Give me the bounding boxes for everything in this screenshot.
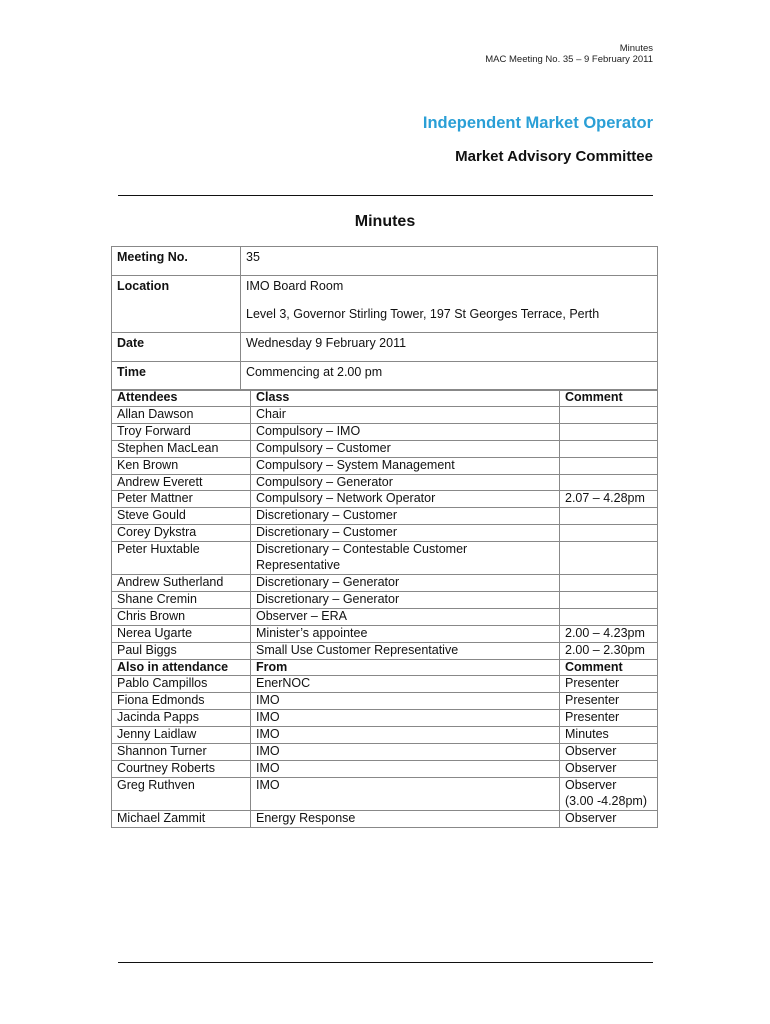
meeting-details-table	[111, 246, 658, 391]
attendee-row	[112, 608, 658, 625]
guest-name: Pablo Campillos	[112, 676, 251, 693]
attendee-name: Peter Huxtable	[112, 542, 251, 575]
date-label: Date	[112, 333, 241, 362]
guest-from: EnerNOC	[251, 676, 560, 693]
committee-name: Market Advisory Committee	[455, 148, 653, 165]
attendee-row	[112, 591, 658, 608]
guest-name: Michael Zammit	[112, 810, 251, 827]
attendee-row	[112, 642, 658, 659]
guest-from: IMO	[251, 693, 560, 710]
also-attendance-header-row	[112, 659, 658, 676]
attendee-class: Compulsory – Customer	[251, 440, 560, 457]
attendee-name: Allan Dawson	[112, 406, 251, 423]
location-value-line2: Level 3, Governor Stirling Tower, 197 St Georges Terrace, Perth	[241, 304, 658, 333]
guest-from: Energy Response	[251, 810, 560, 827]
also-attendance-row	[112, 760, 658, 777]
guest-name: Jenny Laidlaw	[112, 727, 251, 744]
guest-comment: Observer	[560, 744, 658, 761]
attendee-class: Minister’s appointee	[251, 625, 560, 642]
attendee-class: Discretionary – Customer	[251, 525, 560, 542]
attendee-class: Compulsory – Generator	[251, 474, 560, 491]
attendee-name: Troy Forward	[112, 423, 251, 440]
attendee-comment	[560, 591, 658, 608]
attendee-comment	[560, 542, 658, 575]
also-comment-header: Comment	[560, 659, 658, 676]
attendee-row	[112, 625, 658, 642]
attendee-row	[112, 440, 658, 457]
attendee-class: Small Use Customer Representative	[251, 642, 560, 659]
attendees-header: Attendees	[112, 390, 251, 407]
attendee-comment	[560, 574, 658, 591]
guest-comment: Minutes	[560, 727, 658, 744]
attendee-row	[112, 574, 658, 591]
location-label: Location	[112, 276, 241, 333]
attendee-row	[112, 525, 658, 542]
attendee-class	[251, 542, 560, 575]
attendee-row	[112, 542, 658, 575]
attendee-class: Compulsory – System Management	[251, 457, 560, 474]
also-attendance-row	[112, 744, 658, 761]
guest-comment-line1: Observer	[565, 777, 617, 792]
attendee-class: Discretionary – Generator	[251, 591, 560, 608]
attendee-name: Shane Cremin	[112, 591, 251, 608]
attendees-header-row	[112, 390, 658, 407]
guest-name: Courtney Roberts	[112, 760, 251, 777]
attendee-name: Stephen MacLean	[112, 440, 251, 457]
meeting-number-label: Meeting No.	[112, 247, 241, 276]
attendee-comment: 2.07 – 4.28pm	[560, 491, 658, 508]
attendee-name: Paul Biggs	[112, 642, 251, 659]
attendee-row	[112, 508, 658, 525]
date-row	[112, 333, 658, 362]
from-header: From	[251, 659, 560, 676]
guest-comment: Observer	[560, 760, 658, 777]
attendee-name: Chris Brown	[112, 608, 251, 625]
meeting-number-value: 35	[241, 247, 658, 276]
guest-name: Greg Ruthven	[112, 777, 251, 810]
attendee-name: Nerea Ugarte	[112, 625, 251, 642]
also-attendance-row	[112, 676, 658, 693]
attendee-comment	[560, 440, 658, 457]
location-value-line1: IMO Board Room	[241, 276, 658, 305]
guest-from: IMO	[251, 710, 560, 727]
attendee-comment	[560, 457, 658, 474]
attendees-table	[111, 389, 658, 828]
attendee-class: Compulsory – IMO	[251, 423, 560, 440]
guest-from: IMO	[251, 760, 560, 777]
also-attendance-row	[112, 777, 658, 810]
guest-comment	[560, 777, 658, 810]
attendee-name: Ken Brown	[112, 457, 251, 474]
attendee-class: Discretionary – Customer	[251, 508, 560, 525]
attendee-comment: 2.00 – 4.23pm	[560, 625, 658, 642]
guest-comment: Presenter	[560, 710, 658, 727]
guest-comment: Presenter	[560, 676, 658, 693]
attendee-comment	[560, 508, 658, 525]
page-title: Minutes	[354, 213, 416, 230]
time-label: Time	[112, 362, 241, 391]
guest-comment: Presenter	[560, 693, 658, 710]
organisation-name: Independent Market Operator	[422, 114, 653, 132]
guest-comment: Observer	[560, 810, 658, 827]
time-row	[112, 362, 658, 391]
attendee-comment	[560, 608, 658, 625]
attendee-comment: 2.00 – 2.30pm	[560, 642, 658, 659]
also-attendance-row	[112, 727, 658, 744]
top-divider	[118, 195, 653, 196]
running-header-meeting: MAC Meeting No. 35 – 9 February 2011	[485, 54, 653, 65]
guest-name: Jacinda Papps	[112, 710, 251, 727]
time-value: Commencing at 2.00 pm	[241, 362, 658, 391]
comment-header: Comment	[560, 390, 658, 407]
attendee-comment	[560, 406, 658, 423]
attendee-comment	[560, 423, 658, 440]
attendee-comment	[560, 474, 658, 491]
bottom-divider	[118, 962, 653, 963]
attendee-class: Discretionary – Generator	[251, 574, 560, 591]
also-attendance-header: Also in attendance	[112, 659, 251, 676]
guest-name: Fiona Edmonds	[112, 693, 251, 710]
date-value: Wednesday 9 February 2011	[241, 333, 658, 362]
attendee-class: Chair	[251, 406, 560, 423]
attendee-name: Steve Gould	[112, 508, 251, 525]
meeting-number-row	[112, 247, 658, 276]
attendee-row	[112, 423, 658, 440]
running-header-title: Minutes	[619, 43, 653, 54]
attendee-name: Andrew Everett	[112, 474, 251, 491]
guest-from: IMO	[251, 777, 560, 810]
attendee-row	[112, 491, 658, 508]
class-header: Class	[251, 390, 560, 407]
attendee-name: Peter Mattner	[112, 491, 251, 508]
location-row	[112, 276, 658, 305]
guest-comment-line2: (3.00 -4.28pm)	[565, 793, 647, 808]
guest-from: IMO	[251, 744, 560, 761]
attendee-row	[112, 474, 658, 491]
guest-name: Shannon Turner	[112, 744, 251, 761]
attendee-row	[112, 406, 658, 423]
attendee-class-line1: Discretionary – Contestable Customer	[256, 542, 468, 557]
also-attendance-row	[112, 810, 658, 827]
attendee-name: Andrew Sutherland	[112, 574, 251, 591]
attendee-class: Observer – ERA	[251, 608, 560, 625]
attendee-name: Corey Dykstra	[112, 525, 251, 542]
attendee-class-line2: Representative	[256, 558, 341, 573]
also-attendance-row	[112, 710, 658, 727]
also-attendance-row	[112, 693, 658, 710]
attendee-class: Compulsory – Network Operator	[251, 491, 560, 508]
attendee-comment	[560, 525, 658, 542]
attendee-row	[112, 457, 658, 474]
guest-from: IMO	[251, 727, 560, 744]
